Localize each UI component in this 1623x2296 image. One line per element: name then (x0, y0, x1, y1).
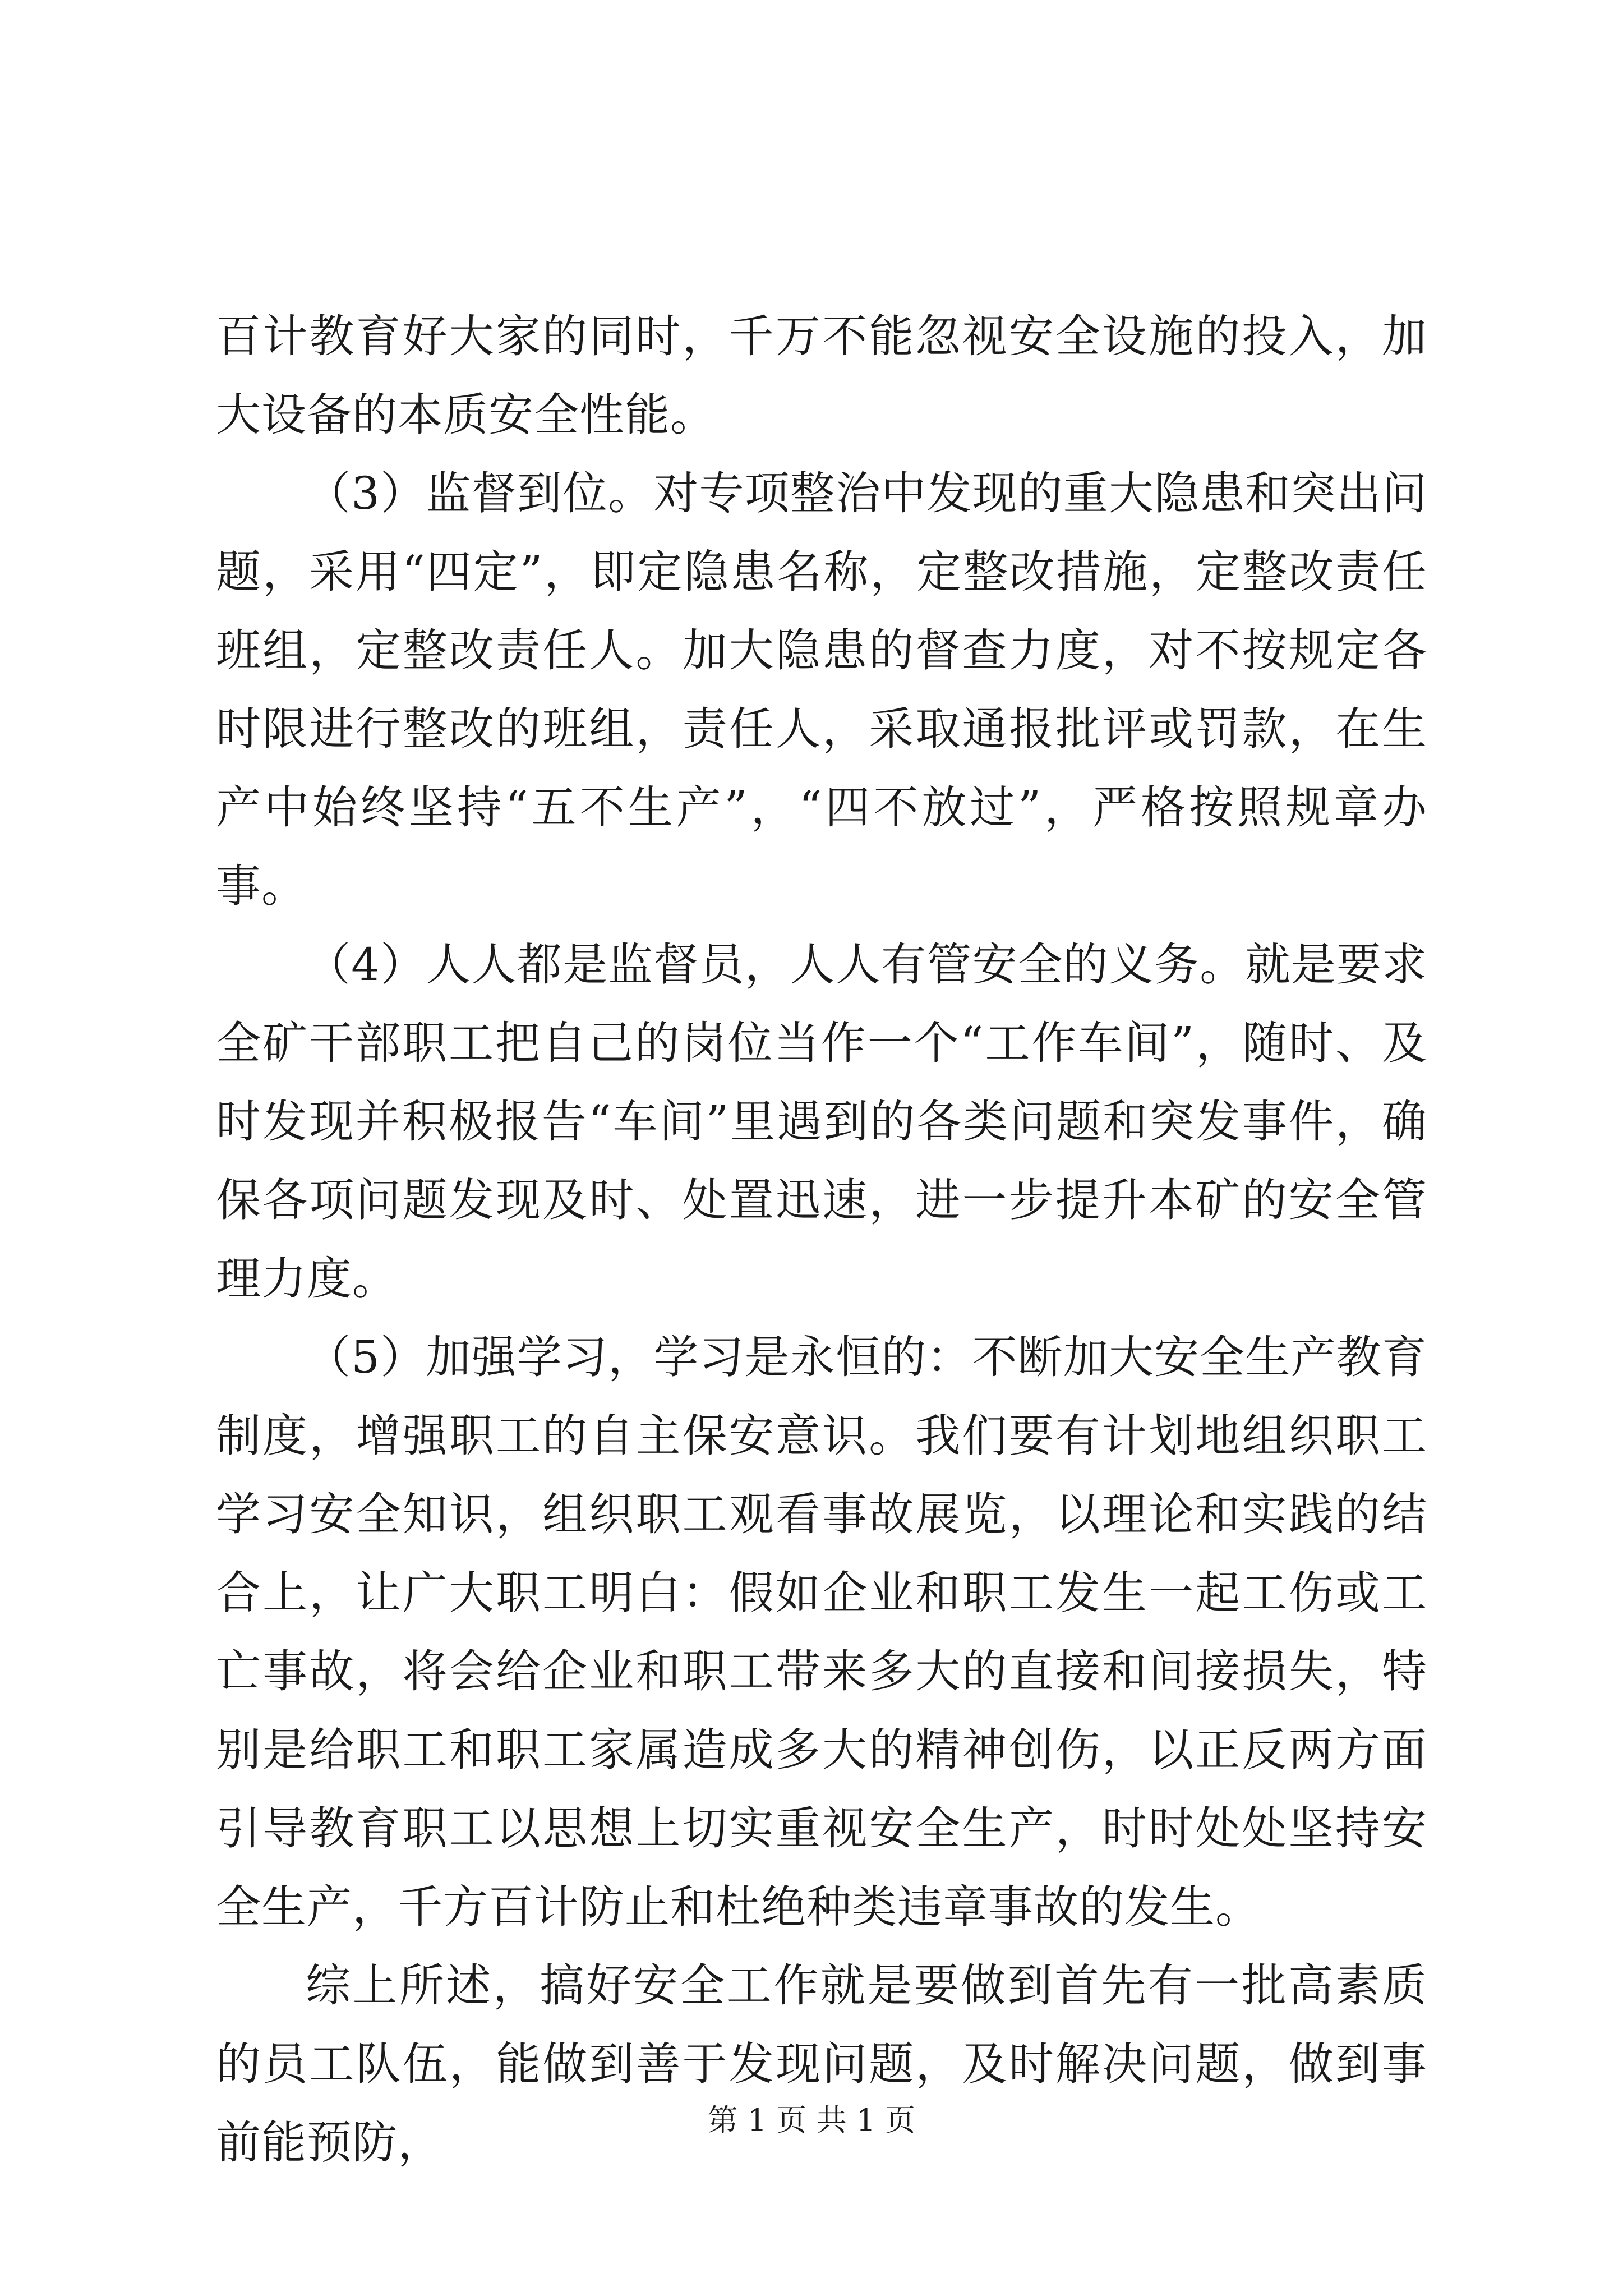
document-body (216, 297, 1427, 2182)
paragraph-2-supervision: （3）监督到位。对专项整治中发现的重大隐患和突出问题，采用“四定”，即定隐患名称，定整改措施，定整改责任班组，定整改责任人。加大隐患的督查力度，对不按规定各时限进行整改的班组，责任人，采取通报批评或罚款，在生产中始终坚持“五不生产”，“四不放过”，严格按照规章办事。 (216, 467, 1427, 912)
paragraph-5-summary: 综上所述，搞好安全工作就是要做到首先有一批高素质的员工队伍，能做到善于发现问题，及时解决问题，做到事前能预防， (216, 1959, 1427, 2169)
paragraph-3-everyone-supervisor: （4）人人都是监督员，人人有管安全的义务。就是要求全矿干部职工把自己的岗位当作一个“工作车间”，随时、及时发现并积极报告“车间”里遇到的各类问题和突发事件，确保各项问题发现及时、处置迅速，进一步提升本矿的安全管理力度。 (216, 938, 1427, 1305)
paragraph-4-learning: （5）加强学习，学习是永恒的：不断加大安全生产教育制度，增强职工的自主保安意识。我们要有计划地组织职工学习安全知识，组织职工观看事故展览，以理论和实践的结合上，让广大职工明白：假如企业和职工发生一起工伤或工亡事故，将会给企业和职工带来多大的直接和间接损失，特别是给职工和职工家属造成多大的精神创伤，以正反两方面引导教育职工以思想上切实重视安全生产，时时处处坚持安全生产，千方百计防止和杜绝种类违章事故的发生。 (216, 1331, 1427, 1933)
page-number-label: 第 1 页 共 1 页 (707, 2102, 916, 2138)
page-footer (0, 2101, 1623, 2140)
paragraph-1: 百计教育好大家的同时，千万不能忽视安全设施的投入，加大设备的本质安全性能。 (216, 310, 1427, 441)
